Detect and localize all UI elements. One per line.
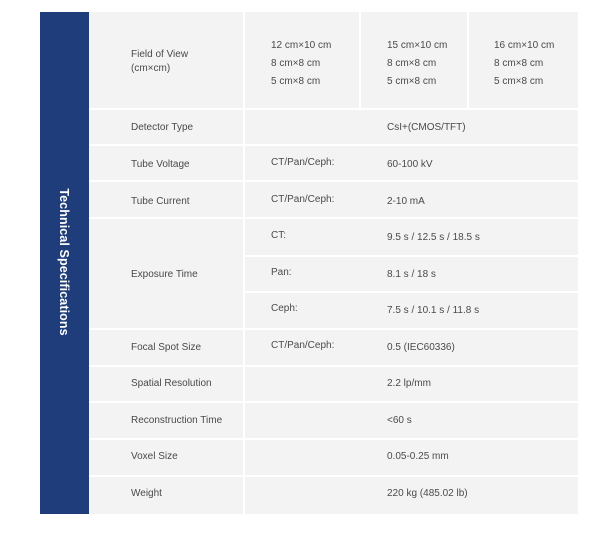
exposure-label: Exposure Time <box>131 269 198 280</box>
detector-value: CsI+(CMOS/TFT) <box>387 122 466 133</box>
spec-table <box>89 12 578 514</box>
exposure-ct-mode: CT: <box>271 230 286 241</box>
focal-value: 0.5 (IEC60336) <box>387 342 455 353</box>
recon-label: Reconstruction Time <box>131 415 223 426</box>
detector-label: Detector Type <box>131 122 194 133</box>
weight-label: Weight <box>131 488 162 499</box>
fov-label: Field of View (cm×cm) <box>131 49 189 74</box>
current-mode: CT/Pan/Ceph: <box>271 194 335 205</box>
spatial-label: Spatial Resolution <box>131 378 212 389</box>
recon-value: <60 s <box>387 415 412 426</box>
exposure-pan-mode: Pan: <box>271 267 292 278</box>
current-value: 2-10 mA <box>387 196 425 207</box>
focal-label: Focal Spot Size <box>131 342 202 353</box>
spatial-value: 2.2 lp/mm <box>387 378 431 389</box>
current-label: Tube Current <box>131 196 190 207</box>
voltage-value: 60-100 kV <box>387 159 433 170</box>
sidebar-title: Technical Specifications <box>57 188 71 336</box>
exposure-ceph-mode: Ceph: <box>271 303 298 314</box>
voxel-label: Voxel Size <box>131 451 178 462</box>
exposure-pan-value: 8.1 s / 18 s <box>387 269 436 280</box>
voxel-value: 0.05-0.25 mm <box>387 451 449 462</box>
weight-value: 220 kg (485.02 lb) <box>387 488 468 499</box>
fov-col2: 15 cm×10 cm 8 cm×8 cm 5 cm×8 cm <box>387 40 448 87</box>
voltage-mode: CT/Pan/Ceph: <box>271 157 335 168</box>
exposure-ct-value: 9.5 s / 12.5 s / 18.5 s <box>387 232 480 243</box>
voltage-label: Tube Voltage <box>131 159 190 170</box>
weight-label-cell <box>89 477 243 514</box>
fov-col1: 12 cm×10 cm 8 cm×8 cm 5 cm×8 cm <box>271 40 332 87</box>
fov-col3: 16 cm×10 cm 8 cm×8 cm 5 cm×8 cm <box>494 40 555 87</box>
focal-mode: CT/Pan/Ceph: <box>271 340 335 351</box>
exposure-ceph-value: 7.5 s / 10.1 s / 11.8 s <box>387 305 480 316</box>
